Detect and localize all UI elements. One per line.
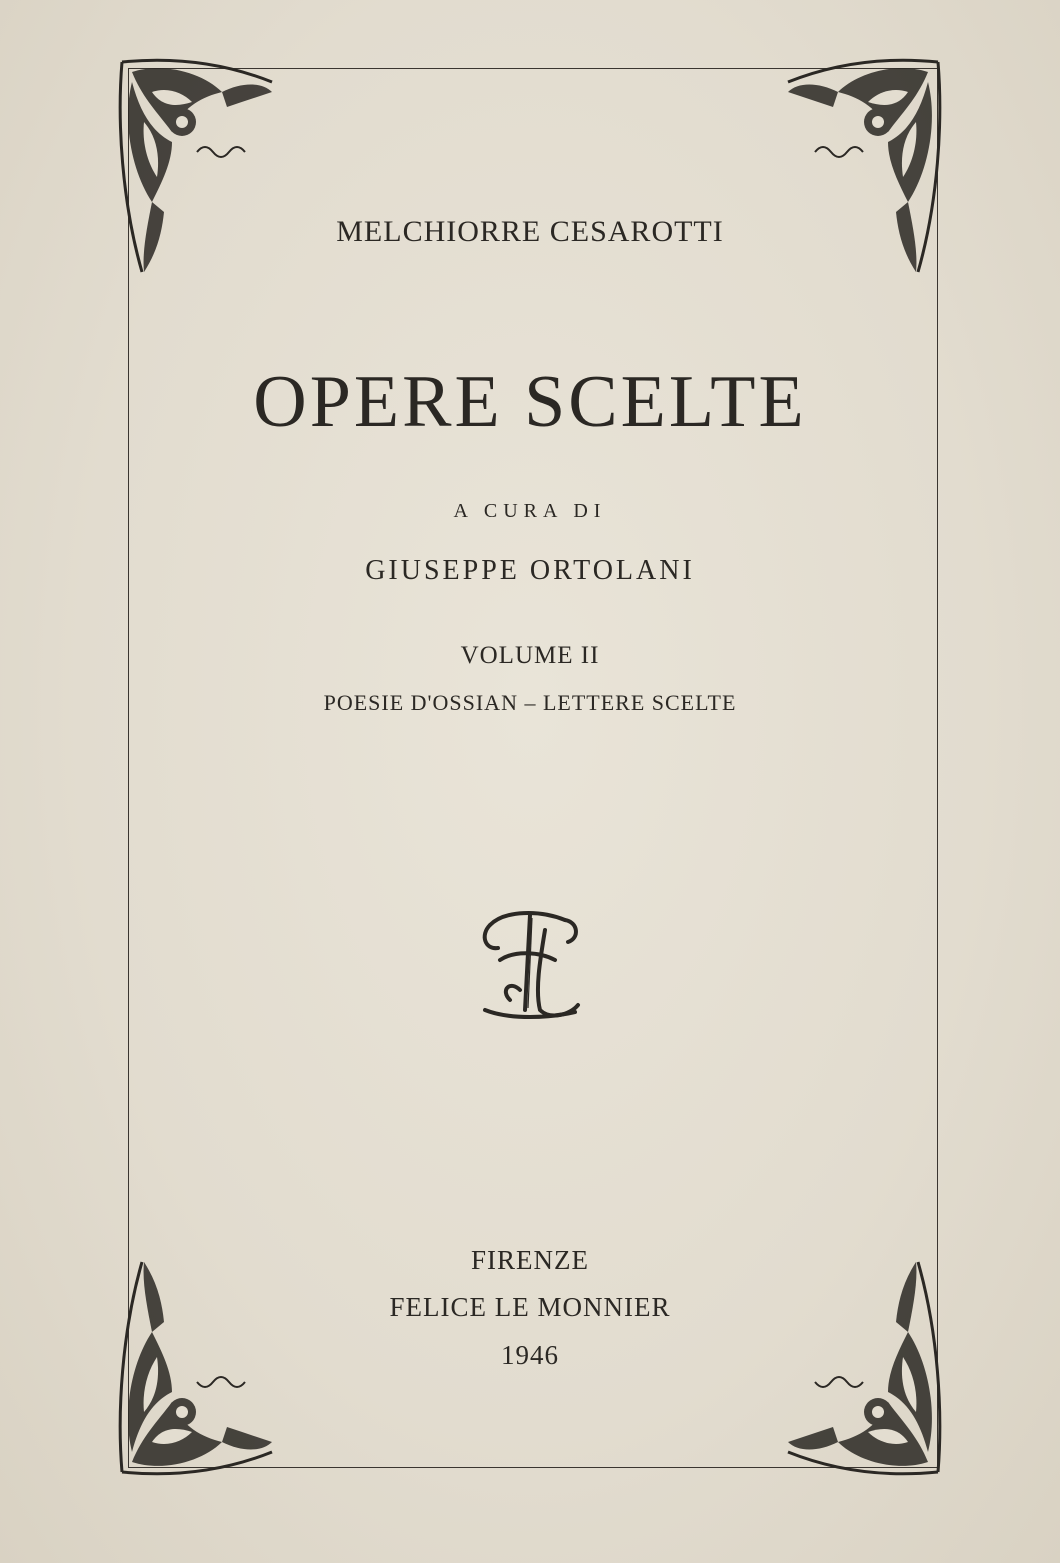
publication-city: FIRENZE — [471, 1245, 589, 1275]
editor-prefix: A CURA DI — [453, 500, 607, 522]
editor-name: GIUSEPPE ORTOLANI — [365, 555, 695, 586]
publisher-name: FELICE LE MONNIER — [389, 1292, 671, 1322]
book-title: OPERE SCELTE — [253, 361, 807, 443]
volume-number: VOLUME II — [460, 642, 600, 669]
volume-contents: POESIE D'OSSIAN – LETTERE SCELTE — [323, 690, 737, 715]
author-name: MELCHIORRE CESAROTTI — [336, 215, 724, 248]
publication-year: 1946 — [501, 1340, 559, 1370]
publisher-monogram-icon — [470, 900, 590, 1030]
